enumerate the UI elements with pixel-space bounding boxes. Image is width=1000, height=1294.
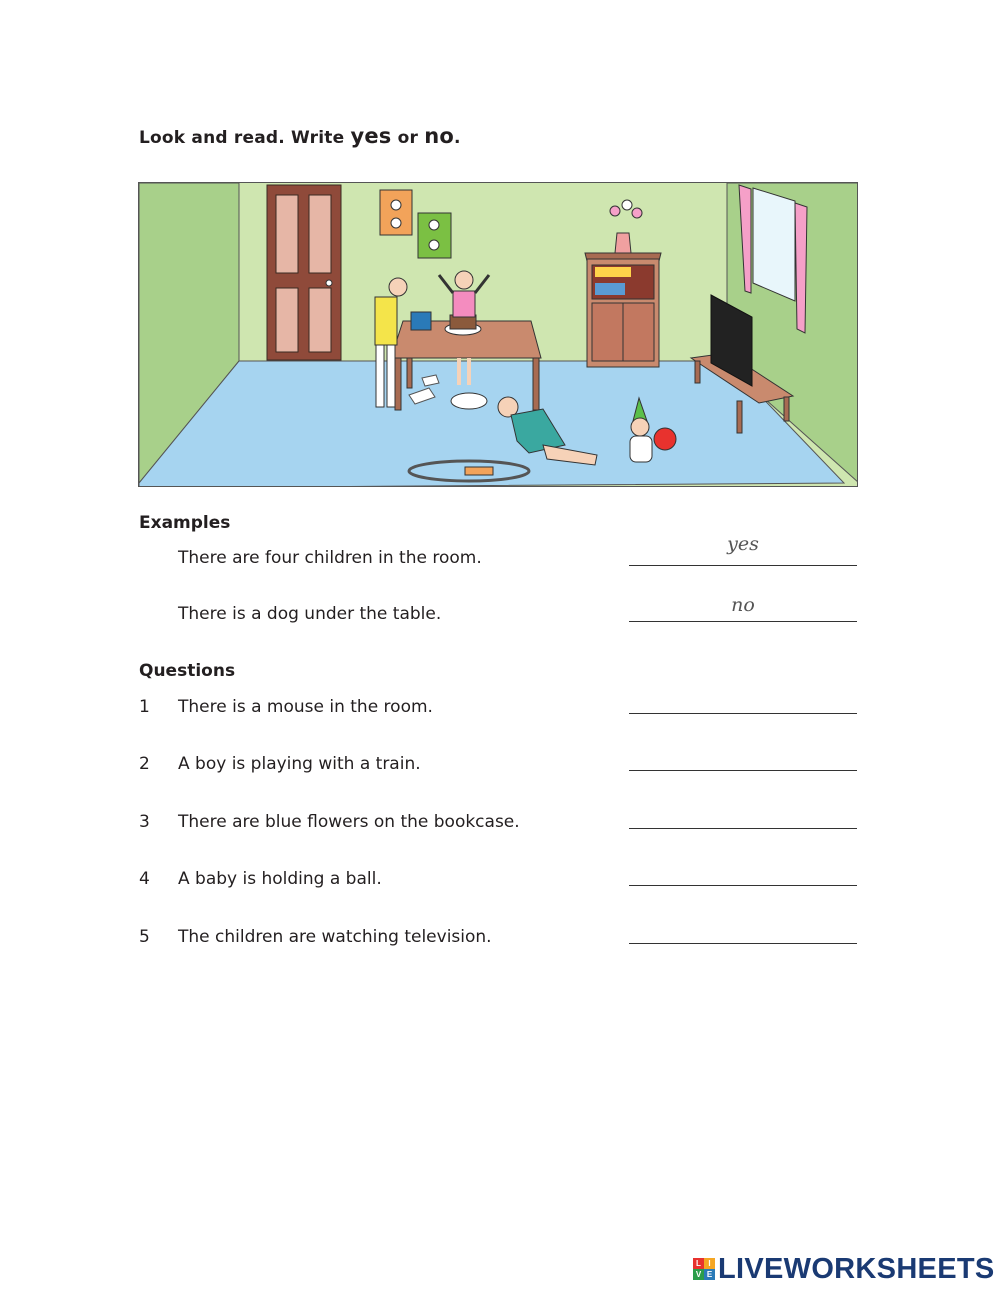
room-scene — [139, 183, 858, 487]
flower-icon — [622, 200, 632, 210]
answer-input-4[interactable] — [629, 885, 857, 886]
books — [595, 267, 631, 277]
logo-mark-letter: L — [693, 1258, 704, 1269]
examples-title: Examples — [139, 513, 231, 533]
toy-train — [465, 467, 493, 475]
answer-input-1[interactable] — [629, 713, 857, 714]
baby-head — [631, 418, 649, 436]
girl-body — [453, 291, 475, 317]
flower-icon — [391, 218, 401, 228]
flower-icon — [391, 200, 401, 210]
door-panel — [309, 288, 331, 352]
table-leg — [395, 358, 401, 410]
boy-leg — [376, 345, 384, 407]
flower-icon — [632, 208, 642, 218]
example-1-text: There are four children in the room. — [178, 548, 482, 568]
table-leg — [533, 358, 539, 410]
example-1-answer: yes — [727, 533, 759, 555]
window — [753, 188, 795, 301]
question-number: 1 — [139, 697, 150, 717]
answer-input-2[interactable] — [629, 770, 857, 771]
cat — [451, 393, 487, 409]
door-knob — [326, 280, 332, 286]
logo-mark-letter: E — [704, 1269, 715, 1280]
books — [595, 283, 625, 295]
stand-leg — [737, 401, 742, 433]
answer-input-5[interactable] — [629, 943, 857, 944]
red-ball — [654, 428, 676, 450]
question-3-text: There are blue flowers on the bookcase. — [178, 812, 520, 832]
instruction-yes: yes — [350, 124, 392, 148]
question-2-text: A boy is playing with a train. — [178, 754, 421, 774]
instruction-text: Look and read. Write — [139, 128, 351, 148]
logo-text: LIVEWORKSHEETS — [718, 1252, 995, 1285]
girl-head — [455, 271, 473, 289]
logo-mark-letter: I — [704, 1258, 715, 1269]
flower-icon — [429, 240, 439, 250]
logo-mark-icon — [693, 1258, 715, 1280]
question-number: 3 — [139, 812, 150, 832]
boy-head — [389, 278, 407, 296]
example-2-answer: no — [731, 594, 755, 616]
curtain — [795, 203, 807, 333]
present-box — [411, 312, 431, 330]
instruction-heading — [139, 124, 461, 148]
door-panel — [309, 195, 331, 273]
instruction-period: . — [453, 128, 461, 148]
room-illustration — [138, 182, 858, 487]
question-number: 2 — [139, 754, 150, 774]
stand-leg — [784, 397, 789, 421]
door-panel — [276, 288, 298, 352]
answer-input-3[interactable] — [629, 828, 857, 829]
question-1-text: There is a mouse in the room. — [178, 697, 433, 717]
example-2-text: There is a dog under the table. — [178, 604, 442, 624]
question-number: 5 — [139, 927, 150, 947]
table-leg — [407, 358, 412, 388]
boy-body — [375, 297, 397, 345]
question-number: 4 — [139, 869, 150, 889]
door-panel — [276, 195, 298, 273]
instruction-no: no — [424, 124, 454, 148]
questions-title: Questions — [139, 661, 236, 681]
flower-icon — [429, 220, 439, 230]
boy-leg — [387, 345, 395, 407]
question-4-text: A baby is holding a ball. — [178, 869, 382, 889]
answer-line — [629, 621, 857, 622]
vase — [615, 233, 631, 253]
question-5-text: The children are watching television. — [178, 927, 492, 947]
stand-leg — [695, 361, 700, 383]
flower-icon — [610, 206, 620, 216]
baby-body — [630, 436, 652, 462]
instruction-or: or — [391, 128, 425, 148]
liveworksheets-logo — [693, 1253, 995, 1285]
answer-line — [629, 565, 857, 566]
logo-mark-letter: V — [693, 1269, 704, 1280]
